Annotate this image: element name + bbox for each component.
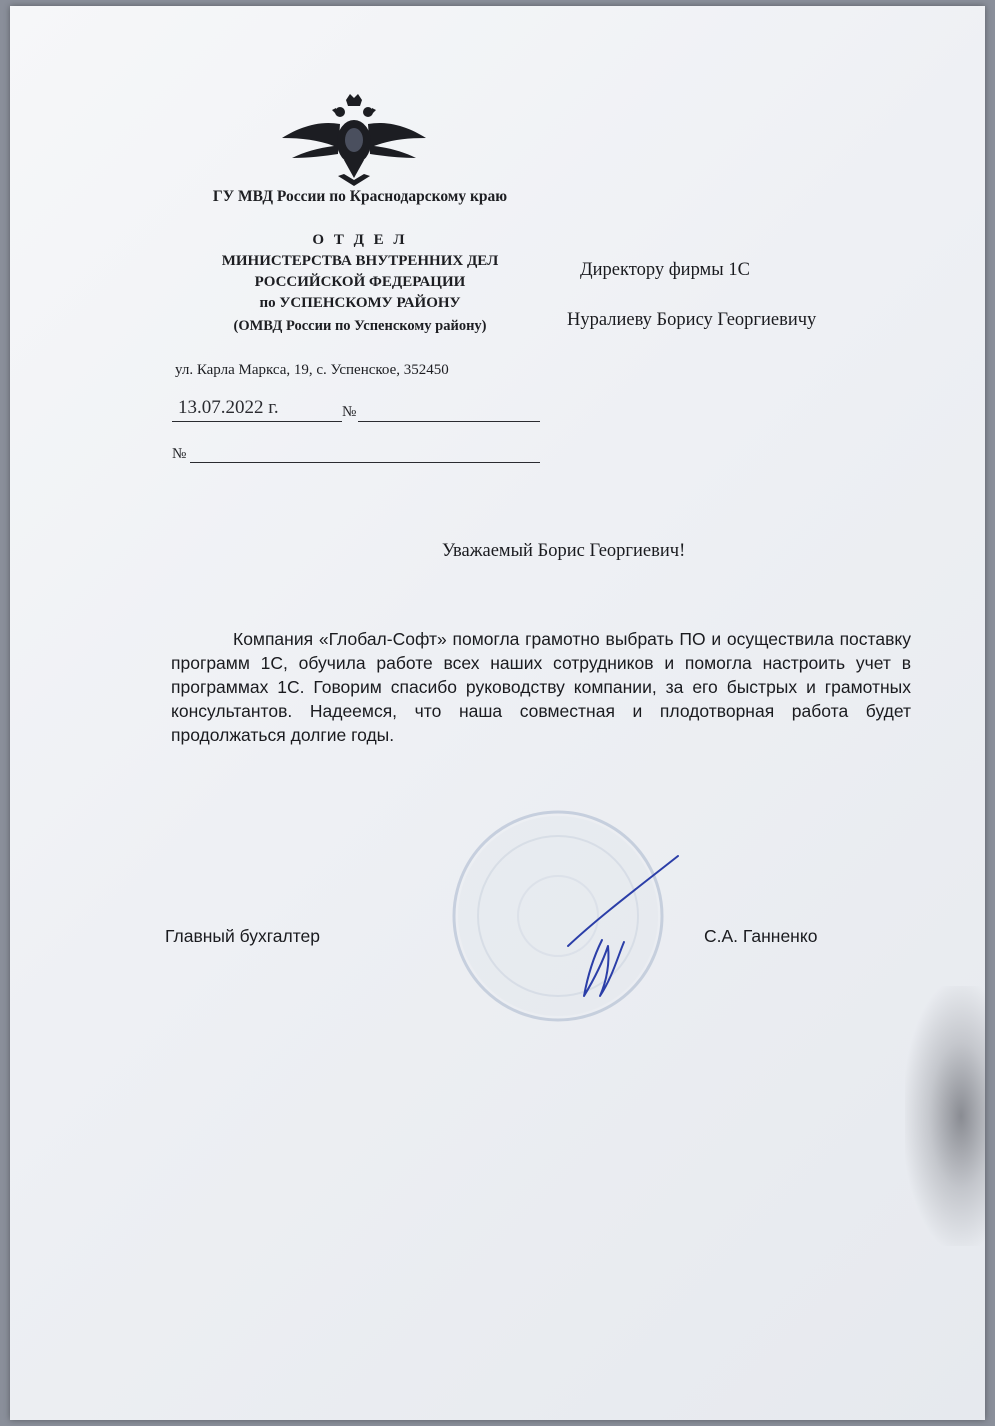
reference-number-label: №	[172, 446, 187, 462]
addressee-name: Нуралиеву Борису Георгиевичу	[567, 310, 817, 330]
toner-smudge	[905, 986, 985, 1246]
department-address: ул. Карла Маркса, 19, с. Успенское, 352450	[175, 362, 449, 378]
double-headed-eagle-emblem-icon	[278, 94, 428, 194]
greeting: Уважаемый Борис Георгиевич!	[442, 541, 686, 561]
outgoing-number-label: №	[342, 404, 357, 420]
department-line-3: по УСПЕНСКОМУ РАЙОНУ	[259, 295, 461, 311]
reference-number-underline	[190, 462, 540, 463]
department-title: О Т Д Е Л	[312, 232, 408, 248]
letter-date: 13.07.2022 г.	[178, 397, 279, 418]
agency-name: ГУ МВД России по Краснодарскому краю	[212, 188, 508, 205]
addressee-title: Директору фирмы 1С	[580, 260, 750, 280]
department-line-1: МИНИСТЕРСТВА ВНУТРЕННИХ ДЕЛ	[221, 253, 499, 269]
letter-page	[10, 6, 985, 1420]
date-underline	[172, 421, 342, 422]
handwritten-signature-icon	[550, 846, 690, 1016]
letter-body: Компания «Глобал-Софт» помогла грамотно выбрать ПО и осуществила поставку программ 1С, обучила работе всех наших сотрудников и помогла настроить учет в программах 1С. Говорим спасибо руководству компании, за его быстрых и грамотных консультантов. Надеемся, что наша совместная и плодотворная работа будет продолжаться долгие годы.	[171, 629, 911, 745]
signer-position: Главный бухгалтер	[165, 926, 320, 946]
outgoing-number-underline	[358, 421, 540, 422]
department-line-2: РОССИЙСКОЙ ФЕДЕРАЦИИ	[254, 274, 466, 290]
department-line-4: (ОМВД России по Успенскому району)	[233, 318, 487, 334]
signer-name: С.А. Ганненко	[704, 926, 818, 946]
